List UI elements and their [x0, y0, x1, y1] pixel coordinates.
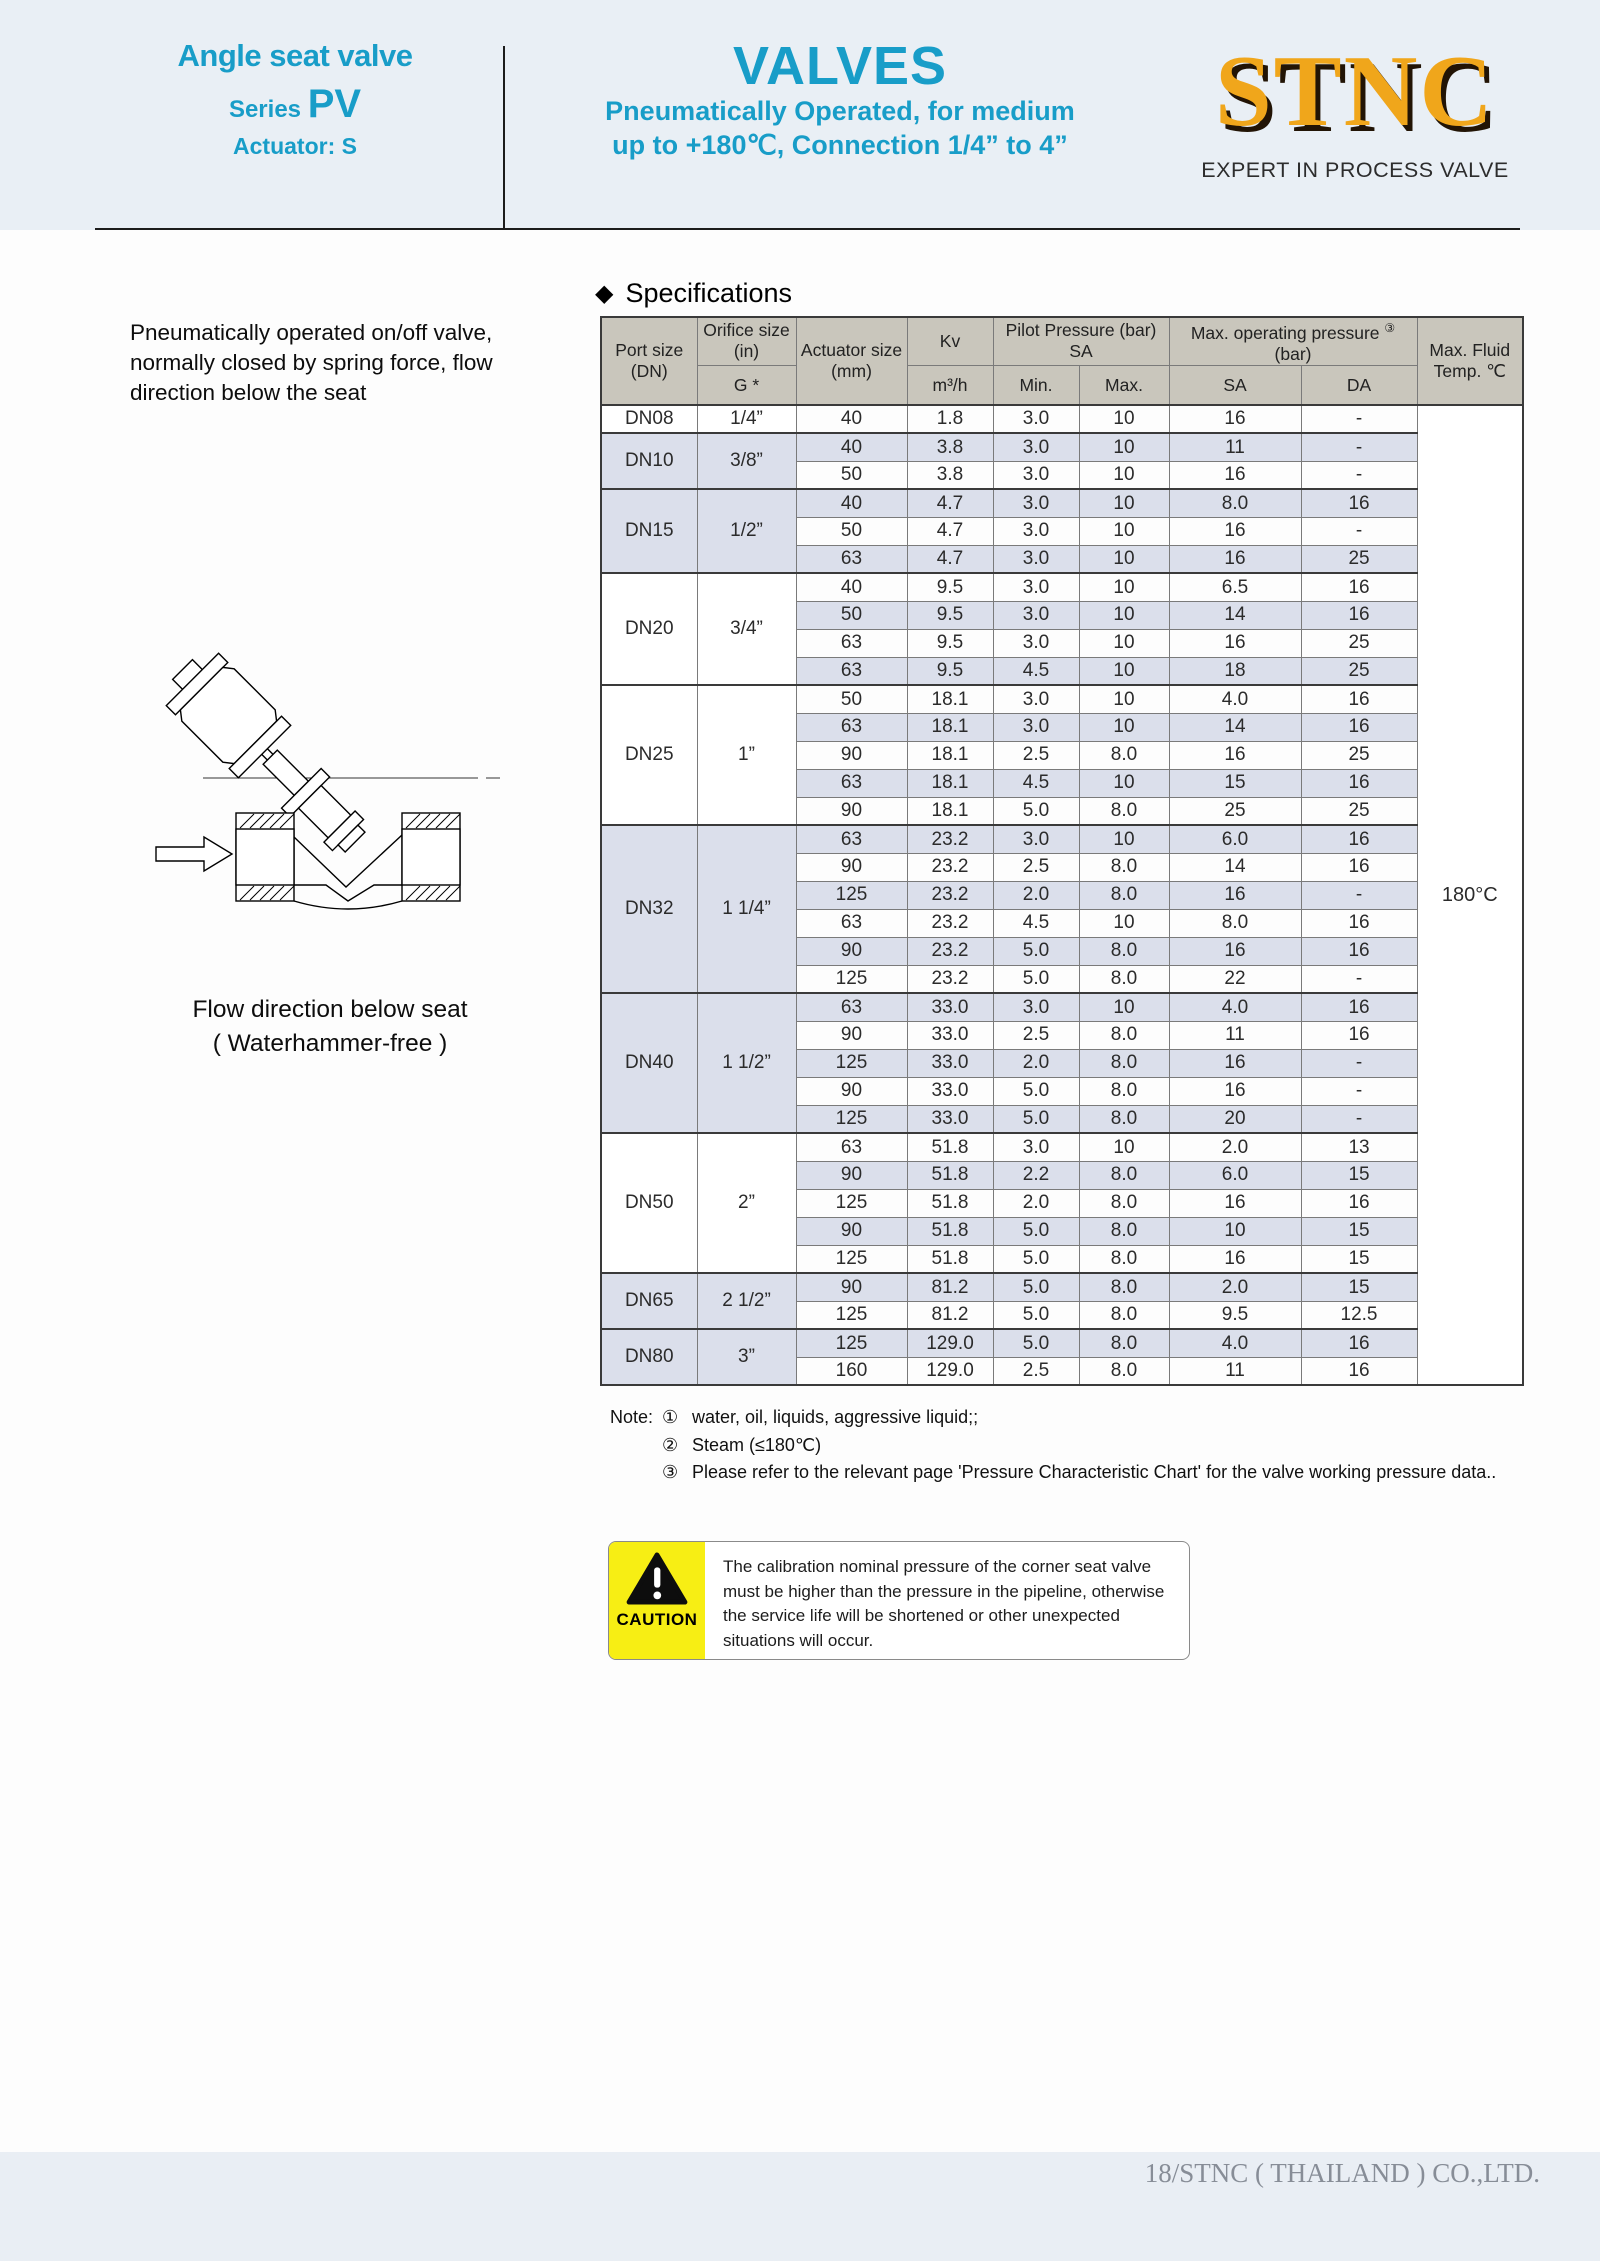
spec-cell: 125: [796, 1105, 907, 1133]
spec-cell: 125: [796, 1189, 907, 1217]
spec-cell: 16: [1301, 853, 1417, 881]
spec-cell: 90: [796, 741, 907, 769]
spec-cell: 125: [796, 881, 907, 909]
spec-cell: 10: [1169, 1217, 1301, 1245]
series-label: Series: [228, 96, 302, 123]
spec-cell: 3.0: [993, 825, 1079, 853]
spec-cell: 3.0: [993, 685, 1079, 713]
spec-cell: 16: [1301, 573, 1417, 601]
spec-cell: 90: [796, 937, 907, 965]
spec-cell: 16: [1301, 937, 1417, 965]
spec-cell: 14: [1169, 713, 1301, 741]
note-number-2: ②: [662, 1434, 679, 1455]
spec-row: [601, 685, 1523, 713]
spec-cell: 3.0: [993, 601, 1079, 629]
spec-cell: 1 1/2”: [697, 993, 796, 1133]
footer-text: 18/STNC ( THAILAND ) CO.,LTD.: [1144, 2158, 1540, 2188]
spec-cell: 18.1: [907, 797, 993, 825]
note-number-3: ③: [662, 1462, 679, 1482]
spec-cell: 22: [1169, 965, 1301, 993]
spec-cell: -: [1301, 1049, 1417, 1077]
spec-cell: 10: [1079, 1133, 1169, 1161]
spec-cell: 8.0: [1079, 965, 1169, 993]
spec-cell: 16: [1301, 1329, 1417, 1357]
spec-cell: 3.0: [993, 405, 1079, 433]
spec-cell: 3.0: [993, 433, 1079, 461]
spec-cell: 63: [796, 909, 907, 937]
spec-cell: 16: [1169, 1189, 1301, 1217]
spec-cell: 50: [796, 685, 907, 713]
spec-cell: 3.8: [907, 461, 993, 489]
spec-cell: 15: [1301, 1273, 1417, 1301]
col-header-maxop: Max. operating pressure ③ (bar): [1169, 317, 1417, 365]
spec-cell: 2.5: [993, 1021, 1079, 1049]
spec-cell: 23.2: [907, 965, 993, 993]
spec-cell: 9.5: [1169, 1301, 1301, 1329]
spec-cell: 6.0: [1169, 1161, 1301, 1189]
spec-cell: 8.0: [1079, 1049, 1169, 1077]
spec-cell: 1 1/4”: [697, 825, 796, 993]
spec-cell: 4.5: [993, 909, 1079, 937]
spec-cell: 8.0: [1079, 1189, 1169, 1217]
note-text-3: Please refer to the relevant page 'Pressure Characteristic Chart' for the valve working pressure data..: [692, 1462, 1497, 1482]
spec-cell: 51.8: [907, 1161, 993, 1189]
spec-cell: 125: [796, 1301, 907, 1329]
spec-cell: 51.8: [907, 1133, 993, 1161]
spec-cell: 2.0: [993, 881, 1079, 909]
spec-cell: -: [1301, 461, 1417, 489]
spec-row: [601, 433, 1523, 461]
spec-cell: 10: [1079, 489, 1169, 517]
spec-cell: 8.0: [1169, 489, 1301, 517]
spec-cell: 16: [1301, 1189, 1417, 1217]
spec-cell: 14: [1169, 853, 1301, 881]
valve-drawing: [148, 585, 532, 925]
spec-cell: 10: [1079, 685, 1169, 713]
spec-cell: 8.0: [1079, 797, 1169, 825]
spec-cell: 8.0: [1079, 1021, 1169, 1049]
spec-cell: 90: [796, 1161, 907, 1189]
spec-cell: 8.0: [1079, 1329, 1169, 1357]
spec-cell: DN65: [601, 1273, 697, 1329]
spec-cell: 10: [1079, 601, 1169, 629]
spec-cell: -: [1301, 405, 1417, 433]
spec-cell: 4.0: [1169, 685, 1301, 713]
spec-cell: DN20: [601, 573, 697, 685]
spec-cell: 8.0: [1079, 1077, 1169, 1105]
spec-cell: 63: [796, 545, 907, 573]
spec-cell: -: [1301, 517, 1417, 545]
spec-cell: 125: [796, 1329, 907, 1357]
spec-cell: 16: [1301, 1357, 1417, 1385]
spec-row: [601, 1273, 1523, 1301]
spec-row: [601, 993, 1523, 1021]
spec-cell: 10: [1079, 993, 1169, 1021]
spec-cell: 125: [796, 965, 907, 993]
section-title: Specifications: [625, 278, 793, 308]
spec-cell: 18.1: [907, 769, 993, 797]
col-header-kv: Kv: [907, 317, 993, 365]
spec-cell: 125: [796, 1049, 907, 1077]
spec-cell: 16: [1301, 825, 1417, 853]
spec-cell: 8.0: [1079, 1357, 1169, 1385]
spec-cell: 16: [1301, 713, 1417, 741]
spec-cell: 3.0: [993, 489, 1079, 517]
spec-cell: 5.0: [993, 1329, 1079, 1357]
spec-cell: 9.5: [907, 629, 993, 657]
spec-cell: 129.0: [907, 1357, 993, 1385]
spec-cell: 8.0: [1079, 937, 1169, 965]
spec-cell: 15: [1169, 769, 1301, 797]
spec-cell: 33.0: [907, 1105, 993, 1133]
spec-cell: 2.0: [993, 1049, 1079, 1077]
spec-cell: 8.0: [1079, 1245, 1169, 1273]
subtitle-line1: Pneumatically Operated, for medium: [605, 96, 1075, 126]
spec-cell: 12.5: [1301, 1301, 1417, 1329]
spec-cell: 18.1: [907, 741, 993, 769]
product-title: Angle seat valve: [177, 38, 413, 73]
spec-cell: 5.0: [993, 937, 1079, 965]
spec-cell: 11: [1169, 433, 1301, 461]
spec-cell: 50: [796, 461, 907, 489]
spec-cell: 25: [1301, 545, 1417, 573]
page-title: VALVES: [732, 36, 948, 96]
spec-cell: 20: [1169, 1105, 1301, 1133]
spec-cell: 8.0: [1079, 1217, 1169, 1245]
spec-cell: 4.0: [1169, 993, 1301, 1021]
spec-cell: 15: [1301, 1217, 1417, 1245]
spec-cell: 2.0: [1169, 1273, 1301, 1301]
spec-cell: 3.0: [993, 1133, 1079, 1161]
logo-block: [1150, 36, 1560, 183]
spec-cell: 40: [796, 405, 907, 433]
spec-cell: -: [1301, 1105, 1417, 1133]
spec-cell: 63: [796, 657, 907, 685]
warning-icon: [626, 1552, 688, 1606]
spec-cell: 8.0: [1079, 853, 1169, 881]
spec-cell: 10: [1079, 517, 1169, 545]
spec-cell: 63: [796, 629, 907, 657]
spec-cell: 25: [1301, 657, 1417, 685]
caption-line1: Flow direction below seat: [192, 996, 468, 1023]
spec-cell: 13: [1301, 1133, 1417, 1161]
spec-cell: 63: [796, 825, 907, 853]
spec-cell: 18: [1169, 657, 1301, 685]
spec-cell: 6.5: [1169, 573, 1301, 601]
spec-cell: 10: [1079, 629, 1169, 657]
spec-cell: 90: [796, 1273, 907, 1301]
spec-row: [601, 405, 1523, 433]
spec-cell: 23.2: [907, 909, 993, 937]
series-value: PV: [307, 82, 362, 126]
spec-row: [601, 489, 1523, 517]
spec-cell: 10: [1079, 909, 1169, 937]
spec-cell: 2 1/2”: [697, 1273, 796, 1329]
note-line: [610, 1459, 1496, 1487]
col-header-sa: SA: [1169, 365, 1301, 405]
note-text-1: water, oil, liquids, aggressive liquid;;: [692, 1407, 979, 1427]
spec-cell: 40: [796, 433, 907, 461]
spec-cell: -: [1301, 881, 1417, 909]
spec-cell: 90: [796, 1217, 907, 1245]
spec-cell: DN10: [601, 433, 697, 489]
spec-cell: 90: [796, 797, 907, 825]
diamond-icon: ◆: [595, 280, 614, 307]
spec-cell: 10: [1079, 825, 1169, 853]
spec-cell: 8.0: [1079, 1161, 1169, 1189]
spec-cell: 4.7: [907, 489, 993, 517]
spec-cell: 10: [1079, 573, 1169, 601]
spec-cell: 2.0: [1169, 1133, 1301, 1161]
spec-cell: 10: [1079, 769, 1169, 797]
caution-box: [608, 1541, 1190, 1660]
spec-cell: 16: [1301, 993, 1417, 1021]
subtitle-line2: up to +180℃, Connection 1/4” to 4”: [612, 130, 1068, 160]
spec-cell: 4.7: [907, 545, 993, 573]
spec-cell: 4.5: [993, 657, 1079, 685]
spec-cell: 5.0: [993, 1105, 1079, 1133]
col-header-port: Port size (DN): [601, 317, 697, 405]
drawing-caption: [120, 993, 540, 1061]
spec-cell: 2”: [697, 1133, 796, 1273]
spec-cell: 90: [796, 853, 907, 881]
spec-cell: 3.0: [993, 713, 1079, 741]
col-header-min: Min.: [993, 365, 1079, 405]
spec-cell: 8.0: [1169, 909, 1301, 937]
spec-cell: 10: [1079, 405, 1169, 433]
spec-cell: DN15: [601, 489, 697, 573]
spec-cell: 16: [1169, 881, 1301, 909]
spec-cell: 1.8: [907, 405, 993, 433]
spec-cell: 50: [796, 517, 907, 545]
spec-cell: 8.0: [1079, 741, 1169, 769]
spec-cell: 6.0: [1169, 825, 1301, 853]
spec-cell: 16: [1169, 517, 1301, 545]
spec-cell: 90: [796, 1077, 907, 1105]
spec-cell: 16: [1169, 405, 1301, 433]
stnc-logo: STNC: [1214, 35, 1496, 148]
spec-cell: 51.8: [907, 1217, 993, 1245]
spec-cell: 16: [1169, 545, 1301, 573]
spec-cell: 4.0: [1169, 1329, 1301, 1357]
spec-cell: 15: [1301, 1245, 1417, 1273]
spec-cell: DN50: [601, 1133, 697, 1273]
spec-cell: 16: [1169, 1245, 1301, 1273]
spec-cell: 3.8: [907, 433, 993, 461]
spec-cell: 16: [1169, 741, 1301, 769]
spec-cell: 51.8: [907, 1245, 993, 1273]
spec-cell: -: [1301, 965, 1417, 993]
caption-line2: ( Waterhammer-free ): [212, 1030, 448, 1057]
spec-cell: 16: [1169, 1049, 1301, 1077]
spec-cell: 11: [1169, 1021, 1301, 1049]
spec-cell: 3.0: [993, 517, 1079, 545]
spec-cell: 1/2”: [697, 489, 796, 573]
col-header-orifice: Orifice size (in): [697, 317, 796, 365]
spec-cell: 5.0: [993, 1273, 1079, 1301]
spec-cell: 180°C: [1417, 405, 1523, 1385]
spec-cell: 16: [1301, 1021, 1417, 1049]
spec-cell: 2.5: [993, 853, 1079, 881]
spec-cell: 9.5: [907, 657, 993, 685]
spec-cell: 63: [796, 769, 907, 797]
spec-cell: -: [1301, 433, 1417, 461]
spec-cell: 10: [1079, 545, 1169, 573]
spec-cell: 8.0: [1079, 1301, 1169, 1329]
flow-arrow-icon: [156, 837, 232, 871]
spec-cell: 18.1: [907, 713, 993, 741]
spec-cell: 9.5: [907, 573, 993, 601]
spec-cell: 16: [1169, 629, 1301, 657]
spec-cell: 2.5: [993, 741, 1079, 769]
spec-cell: 23.2: [907, 937, 993, 965]
spec-cell: 3.0: [993, 573, 1079, 601]
center-title-block: [520, 38, 1160, 162]
spec-cell: 40: [796, 489, 907, 517]
col-header-m3h: m³/h: [907, 365, 993, 405]
spec-cell: 25: [1301, 797, 1417, 825]
notes-block: [610, 1404, 1496, 1487]
col-header-actuator: Actuator size (mm): [796, 317, 907, 405]
spec-row: [601, 825, 1523, 853]
spec-cell: 23.2: [907, 825, 993, 853]
spec-cell: 23.2: [907, 853, 993, 881]
spec-cell: 8.0: [1079, 1105, 1169, 1133]
spec-cell: 125: [796, 1245, 907, 1273]
spec-cell: 33.0: [907, 993, 993, 1021]
brand-block: [140, 38, 450, 160]
spec-cell: 16: [1301, 489, 1417, 517]
header-divider: [503, 46, 505, 228]
col-header-max: Max.: [1079, 365, 1169, 405]
spec-cell: 16: [1169, 937, 1301, 965]
spec-cell: 3.0: [993, 545, 1079, 573]
spec-cell: 63: [796, 1133, 907, 1161]
spec-cell: 25: [1301, 629, 1417, 657]
spec-cell: 5.0: [993, 1245, 1079, 1273]
col-header-pilot: Pilot Pressure (bar) SA: [993, 317, 1169, 365]
spec-cell: 10: [1079, 461, 1169, 489]
note-label: Note:: [610, 1407, 654, 1427]
caution-text: The calibration nominal pressure of the corner seat valve must be higher than the pressure in the pipeline, otherwise the service life will be shortened or other unexpected situations will occur.: [723, 1557, 1165, 1650]
spec-cell: 15: [1301, 1161, 1417, 1189]
spec-cell: 4.7: [907, 517, 993, 545]
spec-cell: 25: [1169, 797, 1301, 825]
spec-cell: 16: [1301, 601, 1417, 629]
note-text-2: Steam (≤180℃): [692, 1434, 822, 1455]
spec-cell: 16: [1301, 769, 1417, 797]
spec-cell: 1”: [697, 685, 796, 825]
spec-cell: -: [1301, 1077, 1417, 1105]
col-header-fluid: Max. Fluid Temp. ℃: [1417, 317, 1523, 405]
spec-cell: 51.8: [907, 1189, 993, 1217]
spec-cell: 3.0: [993, 629, 1079, 657]
actuator-label: Actuator: S: [233, 133, 357, 159]
spec-cell: 5.0: [993, 797, 1079, 825]
spec-cell: 33.0: [907, 1021, 993, 1049]
spec-cell: 63: [796, 993, 907, 1021]
col-header-g: G *: [697, 365, 796, 405]
spec-cell: 10: [1079, 657, 1169, 685]
spec-cell: DN32: [601, 825, 697, 993]
spec-cell: 63: [796, 713, 907, 741]
spec-cell: 3”: [697, 1329, 796, 1385]
spec-cell: 160: [796, 1357, 907, 1385]
spec-cell: 40: [796, 573, 907, 601]
spec-cell: 4.5: [993, 769, 1079, 797]
spec-cell: 90: [796, 1021, 907, 1049]
spec-row: [601, 573, 1523, 601]
spec-cell: 50: [796, 601, 907, 629]
spec-cell: 1/4”: [697, 405, 796, 433]
spec-cell: 8.0: [1079, 881, 1169, 909]
spec-cell: 5.0: [993, 1301, 1079, 1329]
spec-cell: DN40: [601, 993, 697, 1133]
spec-cell: 16: [1301, 685, 1417, 713]
spec-cell: 33.0: [907, 1077, 993, 1105]
col-header-da: DA: [1301, 365, 1417, 405]
spec-cell: 5.0: [993, 1217, 1079, 1245]
spec-cell: 3.0: [993, 993, 1079, 1021]
spec-cell: 10: [1079, 713, 1169, 741]
spec-cell: 23.2: [907, 881, 993, 909]
spec-cell: 16: [1169, 461, 1301, 489]
spec-cell: 3.0: [993, 461, 1079, 489]
header-rule: [95, 228, 1520, 230]
spec-table: [600, 316, 1524, 1386]
spec-cell: 2.0: [993, 1189, 1079, 1217]
spec-cell: DN80: [601, 1329, 697, 1385]
caution-label: CAUTION: [616, 1610, 698, 1629]
spec-cell: 81.2: [907, 1301, 993, 1329]
spec-cell: 25: [1301, 741, 1417, 769]
spec-cell: 33.0: [907, 1049, 993, 1077]
note-line: [610, 1432, 1496, 1460]
section-header: [595, 278, 792, 309]
spec-cell: 8.0: [1079, 1273, 1169, 1301]
spec-cell: DN08: [601, 405, 697, 433]
spec-cell: 81.2: [907, 1273, 993, 1301]
spec-row: [601, 1329, 1523, 1357]
note-line: [610, 1404, 1496, 1432]
spec-cell: 3/8”: [697, 433, 796, 489]
spec-cell: 11: [1169, 1357, 1301, 1385]
spec-cell: 5.0: [993, 1077, 1079, 1105]
logo-tagline: EXPERT IN PROCESS VALVE: [1201, 158, 1509, 182]
spec-cell: 18.1: [907, 685, 993, 713]
note-number-1: ①: [662, 1407, 679, 1427]
spec-cell: 10: [1079, 433, 1169, 461]
spec-cell: 16: [1169, 1077, 1301, 1105]
spec-cell: 3/4”: [697, 573, 796, 685]
series-title: [140, 82, 450, 127]
spec-cell: 2.5: [993, 1357, 1079, 1385]
spec-cell: 9.5: [907, 601, 993, 629]
spec-cell: 16: [1301, 909, 1417, 937]
caution-left-panel: [609, 1542, 705, 1659]
spec-cell: 2.2: [993, 1161, 1079, 1189]
intro-paragraph: Pneumatically operated on/off valve, normally closed by spring force, flow direction below the seat: [130, 320, 493, 405]
spec-row: [601, 1133, 1523, 1161]
spec-cell: 129.0: [907, 1329, 993, 1357]
spec-cell: 5.0: [993, 965, 1079, 993]
spec-cell: 14: [1169, 601, 1301, 629]
spec-cell: DN25: [601, 685, 697, 825]
